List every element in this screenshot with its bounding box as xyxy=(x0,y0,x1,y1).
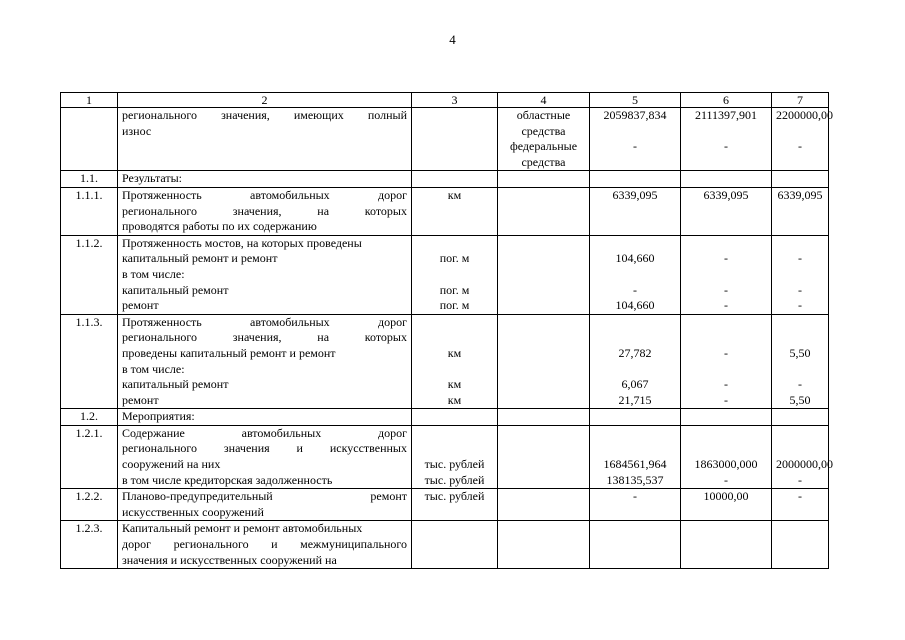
table-row xyxy=(61,314,829,409)
row-text: Протяженность автомобильных дорог xyxy=(122,314,407,329)
value-cell: 6,067 xyxy=(621,377,649,392)
header-row xyxy=(61,93,829,108)
row-text: ремонт xyxy=(122,298,159,313)
row-number: 1.1.2. xyxy=(61,235,118,314)
value-cell: 6339,095 xyxy=(777,187,823,202)
value-cell: 2059837,834 xyxy=(603,108,667,122)
section-label: Результаты: xyxy=(122,171,182,186)
row-text: в том числе кредиторская задолженность xyxy=(122,472,333,487)
row-text: капитальный ремонт xyxy=(122,282,229,297)
row-number: 1.2.2. xyxy=(61,489,118,521)
unit-cell: пог. м xyxy=(439,298,470,313)
value-cell: 104,660 xyxy=(615,298,655,313)
row-number: 1.2. xyxy=(61,409,118,426)
row-text: капитальный ремонт и ремонт xyxy=(122,251,278,266)
value-cell: - xyxy=(798,489,802,504)
value-cell: 27,782 xyxy=(618,345,652,360)
page-number: 4 xyxy=(449,32,456,47)
header-col-5: 5 xyxy=(590,93,681,108)
row-text: искусственных сооружений xyxy=(122,504,264,519)
value-cell: 6339,095 xyxy=(703,187,749,202)
row-text: Содержание автомобильных дорог xyxy=(122,425,407,440)
value-cell: 2000000,00 xyxy=(776,457,833,472)
value-cell: 104,660 xyxy=(615,251,655,266)
row-number: 1.1.1. xyxy=(61,187,118,235)
row-text: в том числе: xyxy=(122,266,185,281)
row-number: 1.1.3. xyxy=(61,314,118,409)
row-text: проведены капитальный ремонт и ремонт xyxy=(122,345,336,360)
row-number: 1.2.1. xyxy=(61,425,118,488)
value-cell: - xyxy=(724,392,728,407)
unit-cell: км xyxy=(447,377,462,392)
section-row xyxy=(61,171,829,188)
row-text: Протяженность мостов, на которых проведены xyxy=(122,235,362,250)
program-indicators-table xyxy=(60,92,833,569)
value-cell: - xyxy=(798,472,802,487)
value-cell: 138135,537 xyxy=(606,472,664,487)
header-col-4: 4 xyxy=(498,93,590,108)
value-cell: 1863000,000 xyxy=(694,457,758,472)
value-cell: - xyxy=(724,251,728,266)
value-cell: 6339,095 xyxy=(612,187,658,202)
row-text: проводятся работы по их содержанию xyxy=(122,219,317,234)
table-row xyxy=(61,235,829,314)
value-cell: - xyxy=(724,345,728,360)
value-cell: - xyxy=(798,298,802,313)
header-col-1: 1 xyxy=(61,93,118,108)
value-cell: - xyxy=(798,251,802,266)
row-text: регионального значения и искусственных xyxy=(122,441,407,456)
unit-cell: пог. м xyxy=(439,251,470,266)
row-number: 1.2.3. xyxy=(61,521,118,569)
row-text: значения и искусственных сооружений на xyxy=(122,552,337,567)
value-cell: - xyxy=(798,377,802,392)
funding-source: федеральные xyxy=(509,139,578,154)
header-col-3: 3 xyxy=(412,93,498,108)
row-text: Протяженность автомобильных дорог xyxy=(122,187,407,202)
row-text: износ xyxy=(122,123,152,138)
unit-cell: тыс. рублей xyxy=(424,489,485,504)
unit-cell: тыс. рублей xyxy=(424,472,485,487)
value-cell: 10000,00 xyxy=(703,489,749,504)
value-cell: 2200000,00 xyxy=(776,108,833,122)
value-cell: - xyxy=(633,489,637,504)
row-text: Планово-предупредительный ремонт xyxy=(122,489,407,504)
value-cell: - xyxy=(798,139,802,154)
row-text: капитальный ремонт xyxy=(122,377,229,392)
row-number: 1.1. xyxy=(61,171,118,188)
unit-cell: км xyxy=(447,345,462,360)
table-row xyxy=(61,108,829,171)
section-label: Мероприятия: xyxy=(122,409,195,424)
funding-source: средства xyxy=(521,154,566,169)
value-cell: - xyxy=(798,282,802,297)
value-cell: - xyxy=(724,139,728,154)
table-row xyxy=(61,425,829,488)
value-cell: 5,50 xyxy=(789,345,811,360)
table-row xyxy=(61,521,829,569)
row-text: дорог регионального и межмуниципального xyxy=(122,537,407,552)
row-text: регионального значения, имеющих полный xyxy=(122,108,407,122)
row-text: регионального значения, на которых xyxy=(122,203,407,218)
row-text: сооружений на них xyxy=(122,457,221,472)
table-row xyxy=(61,187,829,235)
header-col-2: 2 xyxy=(118,93,412,108)
row-text: ремонт xyxy=(122,392,159,407)
value-cell: - xyxy=(633,139,637,154)
value-cell: - xyxy=(724,377,728,392)
section-row xyxy=(61,409,829,426)
value-cell: - xyxy=(633,282,637,297)
header-col-7: 7 xyxy=(772,93,829,108)
value-cell: - xyxy=(724,472,728,487)
value-cell: 2111397,901 xyxy=(694,108,758,122)
unit-cell: км xyxy=(447,187,462,202)
funding-source: областные xyxy=(516,108,571,122)
value-cell: - xyxy=(724,298,728,313)
value-cell: - xyxy=(724,282,728,297)
table-row xyxy=(61,489,829,521)
value-cell: 21,715 xyxy=(618,392,652,407)
header-col-6: 6 xyxy=(681,93,772,108)
unit-cell: пог. м xyxy=(439,282,470,297)
value-cell: 5,50 xyxy=(789,392,811,407)
row-text: в том числе: xyxy=(122,361,185,376)
unit-cell: тыс. рублей xyxy=(424,457,485,472)
row-text: регионального значения, на которых xyxy=(122,330,407,345)
value-cell: 1684561,964 xyxy=(603,457,667,472)
funding-source: средства xyxy=(521,123,566,138)
row-text: Капитальный ремонт и ремонт автомобильных xyxy=(122,521,363,536)
unit-cell: км xyxy=(447,392,462,407)
